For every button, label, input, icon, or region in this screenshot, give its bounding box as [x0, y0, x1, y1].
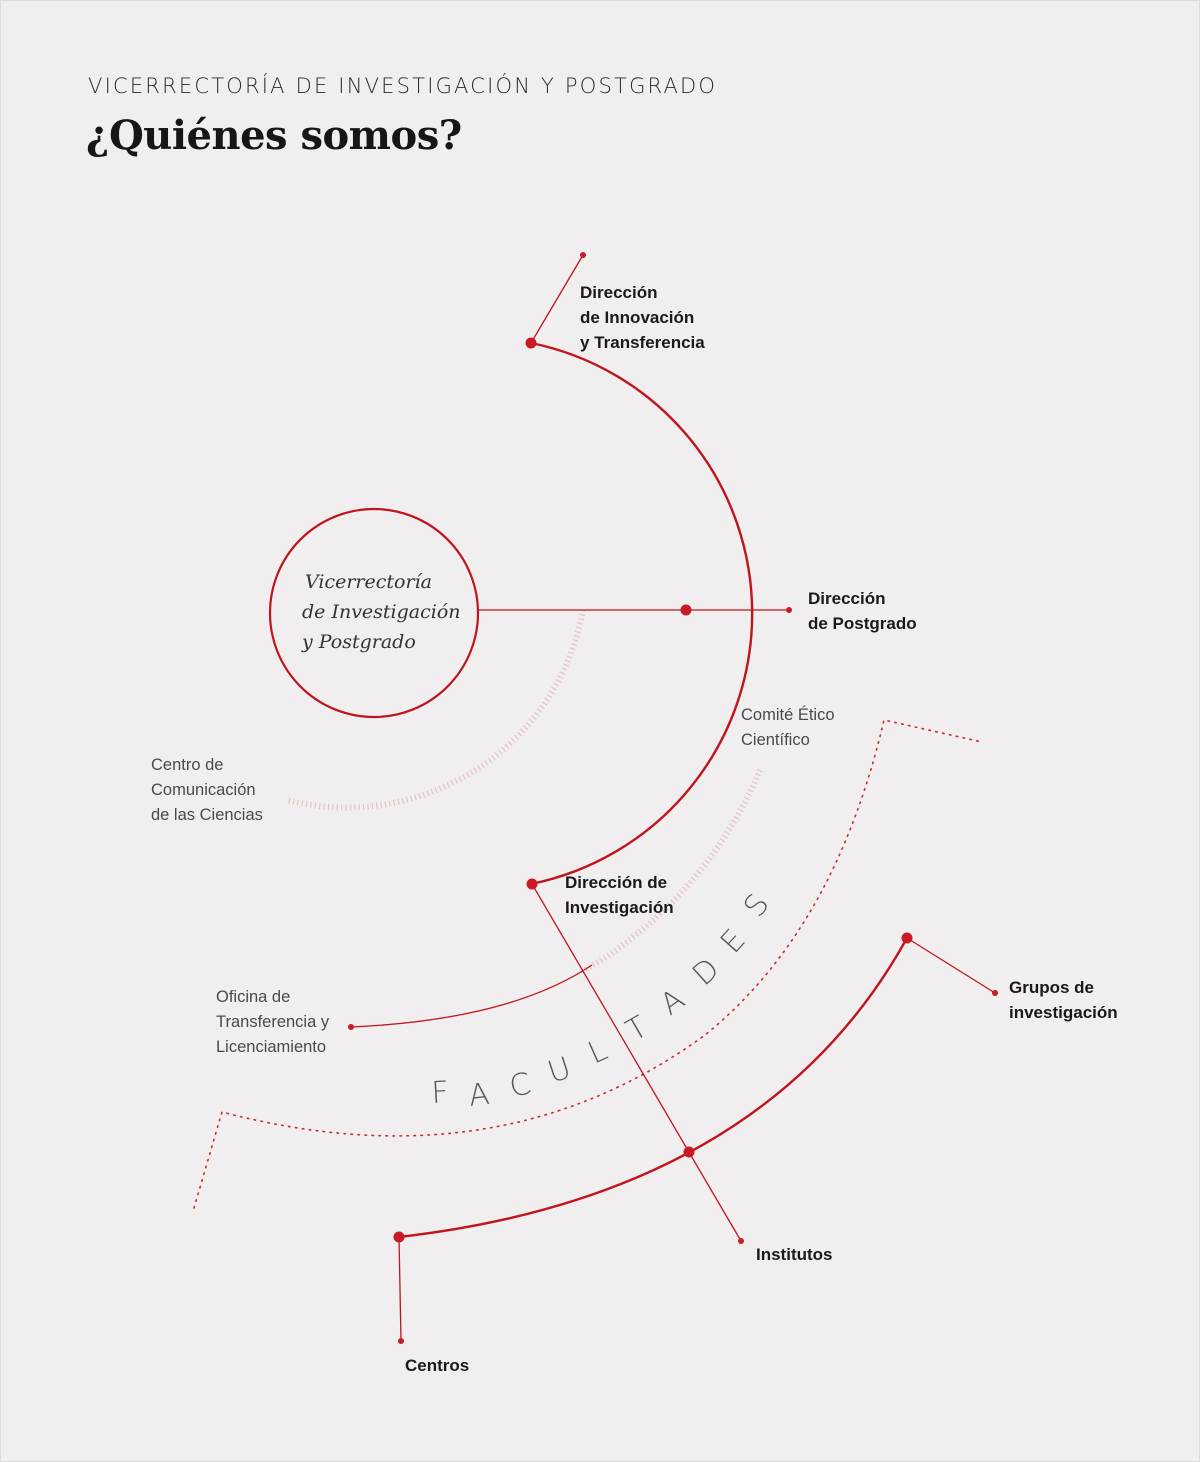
postgrado-node: [681, 605, 692, 616]
label-line: de Innovación: [580, 308, 695, 327]
investigacion-node: [527, 879, 538, 890]
label-line: Grupos de: [1009, 978, 1095, 997]
facultades-label: [431, 888, 777, 1114]
facultades-letter: C: [506, 1066, 535, 1105]
label-line: Licenciamiento: [216, 1038, 327, 1056]
label-line: Dirección: [808, 589, 886, 608]
centros-end-dot: [398, 1338, 404, 1344]
label-line: investigación: [1009, 1003, 1118, 1022]
facultades-letter: A: [654, 982, 692, 1023]
label-line: Centro de: [151, 756, 224, 774]
centros-connector: [399, 1237, 401, 1341]
grupos-connector: [907, 938, 995, 993]
facultades-outline: [194, 720, 982, 1208]
facultades-letter: T: [620, 1009, 654, 1049]
postgrado-label: [808, 586, 917, 636]
grupos-node: [902, 933, 913, 944]
innovacion-node: [526, 338, 537, 349]
label-line: de las Ciencias: [151, 806, 263, 824]
center-label-line: de Investigación: [302, 601, 461, 623]
facultades-letter: U: [543, 1050, 576, 1091]
innovacion-label: [580, 280, 705, 355]
facultades-letter: L: [583, 1032, 613, 1072]
label-line: Comunicación: [151, 781, 256, 799]
page-title: ¿Quiénes somos?: [86, 112, 462, 159]
centro-comunicacion-label: [151, 753, 263, 828]
label-line: Oficina de: [216, 988, 291, 1006]
oficina-end-dot: [348, 1024, 354, 1030]
label-line: Institutos: [756, 1245, 833, 1264]
center-label-line: y Postgrado: [302, 631, 416, 653]
institutos-label: [756, 1242, 833, 1267]
oficina-label: [216, 985, 329, 1060]
center-label: [302, 567, 461, 657]
label-line: Dirección: [580, 283, 658, 302]
label-line: Dirección de: [565, 873, 668, 892]
investigacion-label: [565, 870, 674, 920]
postgrado-end-dot: [786, 607, 792, 613]
label-line: Transferencia y: [216, 1013, 330, 1031]
oficina-connector: [351, 965, 592, 1027]
institutos-node: [684, 1147, 695, 1158]
facultades-letter: E: [713, 922, 753, 961]
facultades-letter: S: [737, 887, 777, 924]
innovacion-end-dot: [580, 252, 586, 258]
header-kicker: VICERRECTORÍA DE INVESTIGACIÓN Y POSTGRADO: [88, 74, 718, 98]
facultades-letter: F: [430, 1075, 450, 1111]
center-label-line: Vicerrectoría: [305, 571, 432, 593]
institutos-end-dot: [738, 1238, 744, 1244]
label-line: Científico: [741, 731, 810, 749]
facultades-letter: A: [466, 1076, 492, 1114]
grupos-end-dot: [992, 990, 998, 996]
innovacion-connector: [531, 255, 583, 343]
main-arc: [531, 343, 752, 884]
centros-node: [394, 1232, 405, 1243]
label-line: Comité Ético: [741, 706, 835, 724]
label-line: Centros: [405, 1356, 470, 1375]
grupos-label: [1009, 975, 1118, 1025]
centros-label: [405, 1353, 469, 1378]
label-line: de Postgrado: [808, 614, 917, 633]
label-line: Investigación: [565, 898, 674, 917]
label-line: y Transferencia: [580, 333, 705, 352]
facultades-letter: D: [685, 951, 727, 993]
comite-label: [741, 703, 835, 753]
